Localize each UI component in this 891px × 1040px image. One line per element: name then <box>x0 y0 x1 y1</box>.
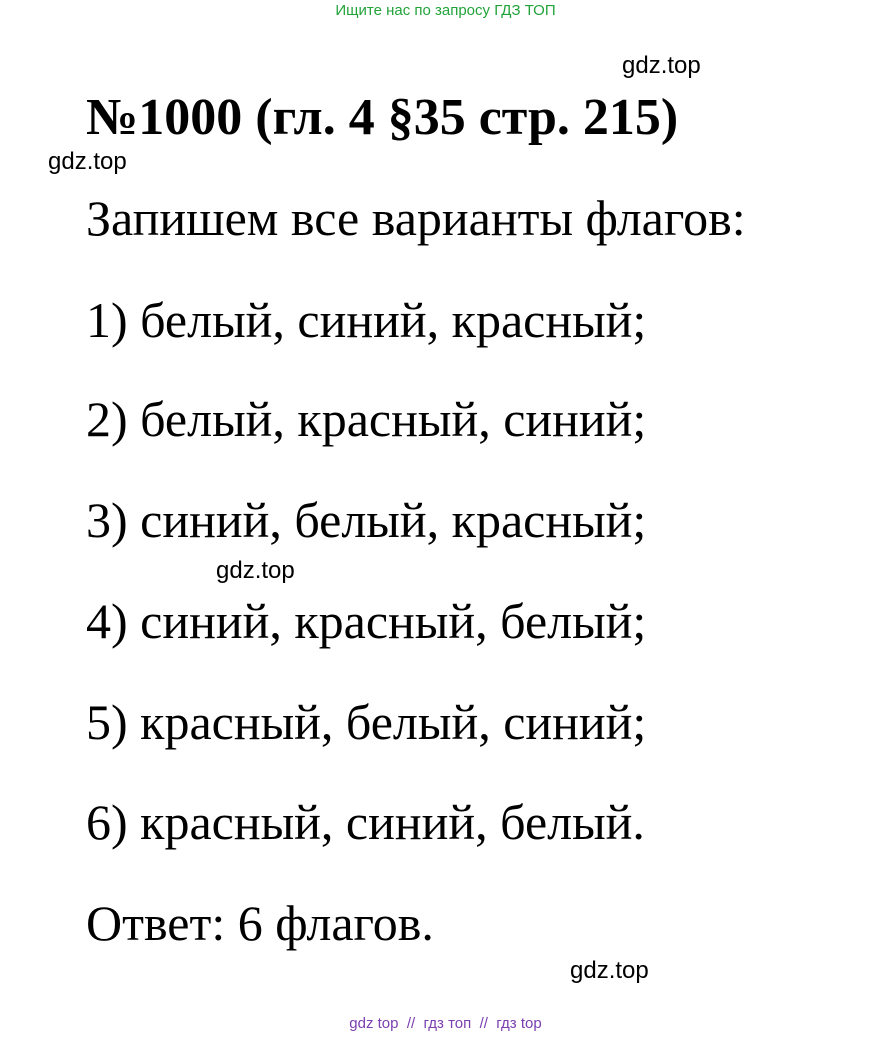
list-item: 4) синий, красный, белый; <box>86 593 647 649</box>
list-item: 3) синий, белый, красный; <box>86 492 647 548</box>
watermark-text: gdz.top <box>48 148 127 175</box>
list-item: 2) белый, красный, синий; <box>86 391 647 447</box>
list-item: 6) красный, синий, белый. <box>86 794 645 850</box>
footer-links[interactable]: gdz top // гдз топ // гдз top <box>349 1015 542 1032</box>
intro-text: Запишем все варианты флагов: <box>86 190 746 246</box>
watermark-text: gdz.top <box>216 557 295 584</box>
watermark-text: gdz.top <box>570 957 649 984</box>
list-item: 1) белый, синий, красный; <box>86 292 647 348</box>
top-banner-link[interactable]: Ищите нас по запросу ГДЗ ТОП <box>335 2 556 19</box>
watermark-text: gdz.top <box>622 52 701 79</box>
list-item: 5) красный, белый, синий; <box>86 694 647 750</box>
page-title: №1000 (гл. 4 §35 стр. 215) <box>86 89 679 146</box>
answer-text: Ответ: 6 флагов. <box>86 895 434 951</box>
